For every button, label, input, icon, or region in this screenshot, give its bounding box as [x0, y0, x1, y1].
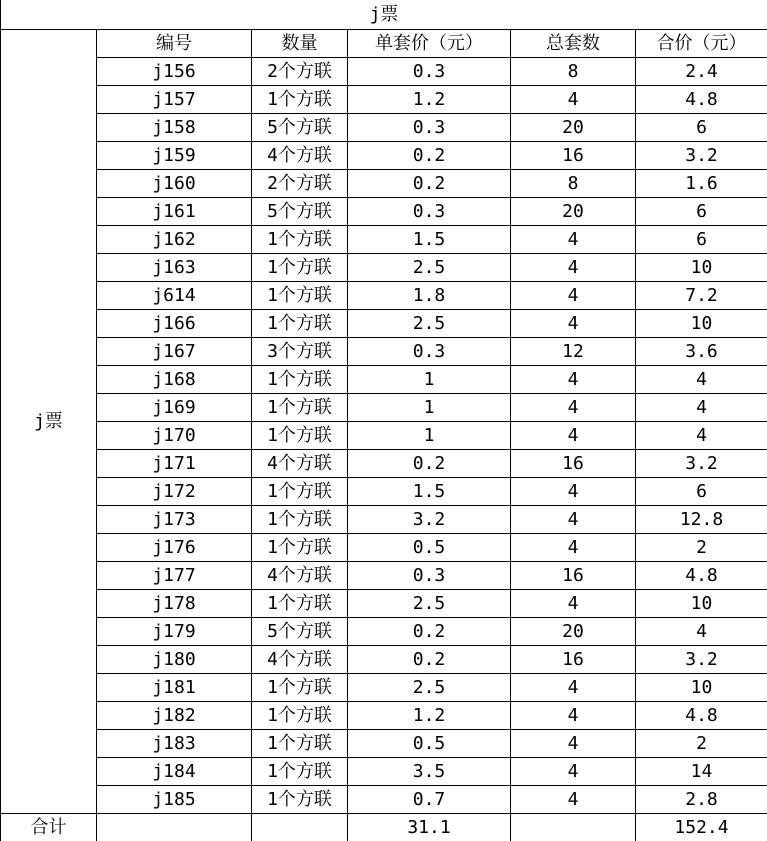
cell-code: j614	[97, 282, 252, 310]
cell-amount: 4	[636, 366, 767, 394]
cell-code: j171	[97, 450, 252, 478]
cell-unit-price: 0.3	[348, 58, 511, 86]
cell-amount: 4	[636, 422, 767, 450]
cell-quantity: 2个方联	[252, 170, 348, 198]
cell-total-sets: 16	[511, 450, 636, 478]
cell-unit-price: 0.5	[348, 730, 511, 758]
cell-code: j185	[97, 786, 252, 814]
cell-amount: 4	[636, 618, 767, 646]
cell-code: j176	[97, 534, 252, 562]
total-amount-sum: 152.4	[636, 814, 767, 841]
table-row	[1, 198, 767, 226]
table-title: j票	[1, 0, 767, 30]
cell-total-sets: 4	[511, 590, 636, 618]
cell-total-sets: 4	[511, 254, 636, 282]
cell-amount: 2	[636, 730, 767, 758]
table-row	[1, 646, 767, 674]
table-row	[1, 786, 767, 814]
cell-quantity: 4个方联	[252, 646, 348, 674]
cell-total-sets: 16	[511, 562, 636, 590]
cell-quantity: 1个方联	[252, 730, 348, 758]
cell-amount: 12.8	[636, 506, 767, 534]
group-label: j票	[1, 30, 97, 814]
cell-total-sets: 4	[511, 674, 636, 702]
table-row	[1, 366, 767, 394]
cell-code: j182	[97, 702, 252, 730]
cell-unit-price: 1.8	[348, 282, 511, 310]
cell-amount: 4	[636, 394, 767, 422]
cell-total-sets: 4	[511, 86, 636, 114]
table-row	[1, 730, 767, 758]
cell-code: j184	[97, 758, 252, 786]
cell-quantity: 3个方联	[252, 338, 348, 366]
header-row	[1, 30, 767, 58]
cell-code: j169	[97, 394, 252, 422]
table-row	[1, 562, 767, 590]
cell-code: j177	[97, 562, 252, 590]
cell-quantity: 1个方联	[252, 674, 348, 702]
cell-quantity: 5个方联	[252, 618, 348, 646]
title-row	[1, 0, 767, 30]
cell-unit-price: 2.5	[348, 310, 511, 338]
total-sets-empty	[511, 814, 636, 841]
cell-amount: 4.8	[636, 86, 767, 114]
cell-amount: 10	[636, 590, 767, 618]
table-row	[1, 310, 767, 338]
cell-code: j157	[97, 86, 252, 114]
table-row	[1, 58, 767, 86]
total-label: 合计	[1, 814, 97, 841]
cell-code: j173	[97, 506, 252, 534]
cell-unit-price: 3.5	[348, 758, 511, 786]
table-row	[1, 142, 767, 170]
cell-unit-price: 1	[348, 366, 511, 394]
cell-unit-price: 1.2	[348, 86, 511, 114]
cell-quantity: 1个方联	[252, 422, 348, 450]
cell-quantity: 5个方联	[252, 198, 348, 226]
cell-amount: 4.8	[636, 562, 767, 590]
cell-code: j156	[97, 58, 252, 86]
cell-code: j170	[97, 422, 252, 450]
cell-amount: 10	[636, 310, 767, 338]
table-row	[1, 114, 767, 142]
cell-total-sets: 4	[511, 422, 636, 450]
cell-amount: 6	[636, 114, 767, 142]
cell-unit-price: 1.5	[348, 226, 511, 254]
cell-amount: 2.4	[636, 58, 767, 86]
cell-total-sets: 4	[511, 282, 636, 310]
header-quantity: 数量	[252, 30, 348, 58]
table-row	[1, 170, 767, 198]
cell-amount: 14	[636, 758, 767, 786]
cell-unit-price: 0.2	[348, 142, 511, 170]
table-row	[1, 282, 767, 310]
cell-unit-price: 3.2	[348, 506, 511, 534]
cell-quantity: 4个方联	[252, 450, 348, 478]
total-unit-price-sum: 31.1	[348, 814, 511, 841]
cell-code: j166	[97, 310, 252, 338]
cell-amount: 6	[636, 198, 767, 226]
cell-amount: 6	[636, 478, 767, 506]
cell-code: j172	[97, 478, 252, 506]
cell-unit-price: 1	[348, 422, 511, 450]
cell-code: j162	[97, 226, 252, 254]
cell-unit-price: 0.2	[348, 450, 511, 478]
cell-quantity: 1个方联	[252, 310, 348, 338]
cell-amount: 3.2	[636, 450, 767, 478]
cell-total-sets: 16	[511, 646, 636, 674]
cell-code: j180	[97, 646, 252, 674]
table-row	[1, 226, 767, 254]
cell-quantity: 4个方联	[252, 142, 348, 170]
cell-code: j178	[97, 590, 252, 618]
total-code-empty	[97, 814, 252, 841]
cell-unit-price: 0.5	[348, 534, 511, 562]
header-total-sets: 总套数	[511, 30, 636, 58]
cell-quantity: 1个方联	[252, 282, 348, 310]
cell-quantity: 5个方联	[252, 114, 348, 142]
cell-total-sets: 16	[511, 142, 636, 170]
cell-unit-price: 1.2	[348, 702, 511, 730]
cell-total-sets: 4	[511, 226, 636, 254]
cell-code: j160	[97, 170, 252, 198]
cell-total-sets: 4	[511, 366, 636, 394]
cell-total-sets: 4	[511, 478, 636, 506]
cell-quantity: 1个方联	[252, 702, 348, 730]
table-row	[1, 506, 767, 534]
cell-unit-price: 1.5	[348, 478, 511, 506]
cell-amount: 2	[636, 534, 767, 562]
cell-unit-price: 1	[348, 394, 511, 422]
cell-code: j168	[97, 366, 252, 394]
cell-total-sets: 4	[511, 506, 636, 534]
cell-quantity: 1个方联	[252, 534, 348, 562]
cell-code: j158	[97, 114, 252, 142]
table-row	[1, 422, 767, 450]
table-row	[1, 450, 767, 478]
cell-total-sets: 8	[511, 58, 636, 86]
cell-amount: 3.6	[636, 338, 767, 366]
cell-unit-price: 0.3	[348, 338, 511, 366]
cell-amount: 3.2	[636, 646, 767, 674]
total-quantity-empty	[252, 814, 348, 841]
cell-code: j167	[97, 338, 252, 366]
cell-total-sets: 4	[511, 310, 636, 338]
cell-code: j181	[97, 674, 252, 702]
table-row	[1, 590, 767, 618]
cell-total-sets: 4	[511, 394, 636, 422]
cell-total-sets: 4	[511, 786, 636, 814]
table-row	[1, 254, 767, 282]
cell-unit-price: 0.2	[348, 618, 511, 646]
cell-amount: 2.8	[636, 786, 767, 814]
cell-unit-price: 2.5	[348, 674, 511, 702]
cell-unit-price: 0.7	[348, 786, 511, 814]
cell-total-sets: 4	[511, 730, 636, 758]
cell-quantity: 1个方联	[252, 590, 348, 618]
cell-total-sets: 12	[511, 338, 636, 366]
cell-unit-price: 0.3	[348, 198, 511, 226]
cell-unit-price: 0.2	[348, 170, 511, 198]
cell-unit-price: 0.3	[348, 114, 511, 142]
table-row	[1, 702, 767, 730]
table-row	[1, 674, 767, 702]
cell-total-sets: 8	[511, 170, 636, 198]
cell-quantity: 1个方联	[252, 758, 348, 786]
cell-unit-price: 2.5	[348, 590, 511, 618]
cell-total-sets: 4	[511, 534, 636, 562]
header-amount: 合价（元）	[636, 30, 767, 58]
table-row	[1, 338, 767, 366]
cell-amount: 10	[636, 254, 767, 282]
cell-total-sets: 4	[511, 758, 636, 786]
table-row	[1, 86, 767, 114]
cell-code: j183	[97, 730, 252, 758]
cell-quantity: 1个方联	[252, 226, 348, 254]
cell-amount: 10	[636, 674, 767, 702]
cell-quantity: 1个方联	[252, 366, 348, 394]
cell-quantity: 1个方联	[252, 394, 348, 422]
table-row	[1, 534, 767, 562]
cell-total-sets: 20	[511, 618, 636, 646]
cell-quantity: 1个方联	[252, 86, 348, 114]
cell-unit-price: 0.2	[348, 646, 511, 674]
table-row	[1, 478, 767, 506]
cell-total-sets: 4	[511, 702, 636, 730]
cell-quantity: 1个方联	[252, 478, 348, 506]
table-row	[1, 758, 767, 786]
header-code: 编号	[97, 30, 252, 58]
cell-quantity: 2个方联	[252, 58, 348, 86]
cell-amount: 1.6	[636, 170, 767, 198]
cell-total-sets: 20	[511, 114, 636, 142]
cell-code: j159	[97, 142, 252, 170]
cell-amount: 3.2	[636, 142, 767, 170]
cell-quantity: 4个方联	[252, 562, 348, 590]
cell-total-sets: 20	[511, 198, 636, 226]
total-row	[1, 814, 767, 841]
cell-quantity: 1个方联	[252, 786, 348, 814]
cell-unit-price: 0.3	[348, 562, 511, 590]
cell-code: j179	[97, 618, 252, 646]
table-row	[1, 618, 767, 646]
cell-unit-price: 2.5	[348, 254, 511, 282]
cell-amount: 7.2	[636, 282, 767, 310]
cell-quantity: 1个方联	[252, 254, 348, 282]
cell-code: j161	[97, 198, 252, 226]
header-unit-price: 单套价（元）	[348, 30, 511, 58]
cell-code: j163	[97, 254, 252, 282]
table-row	[1, 394, 767, 422]
cell-amount: 4.8	[636, 702, 767, 730]
cell-quantity: 1个方联	[252, 506, 348, 534]
cell-amount: 6	[636, 226, 767, 254]
